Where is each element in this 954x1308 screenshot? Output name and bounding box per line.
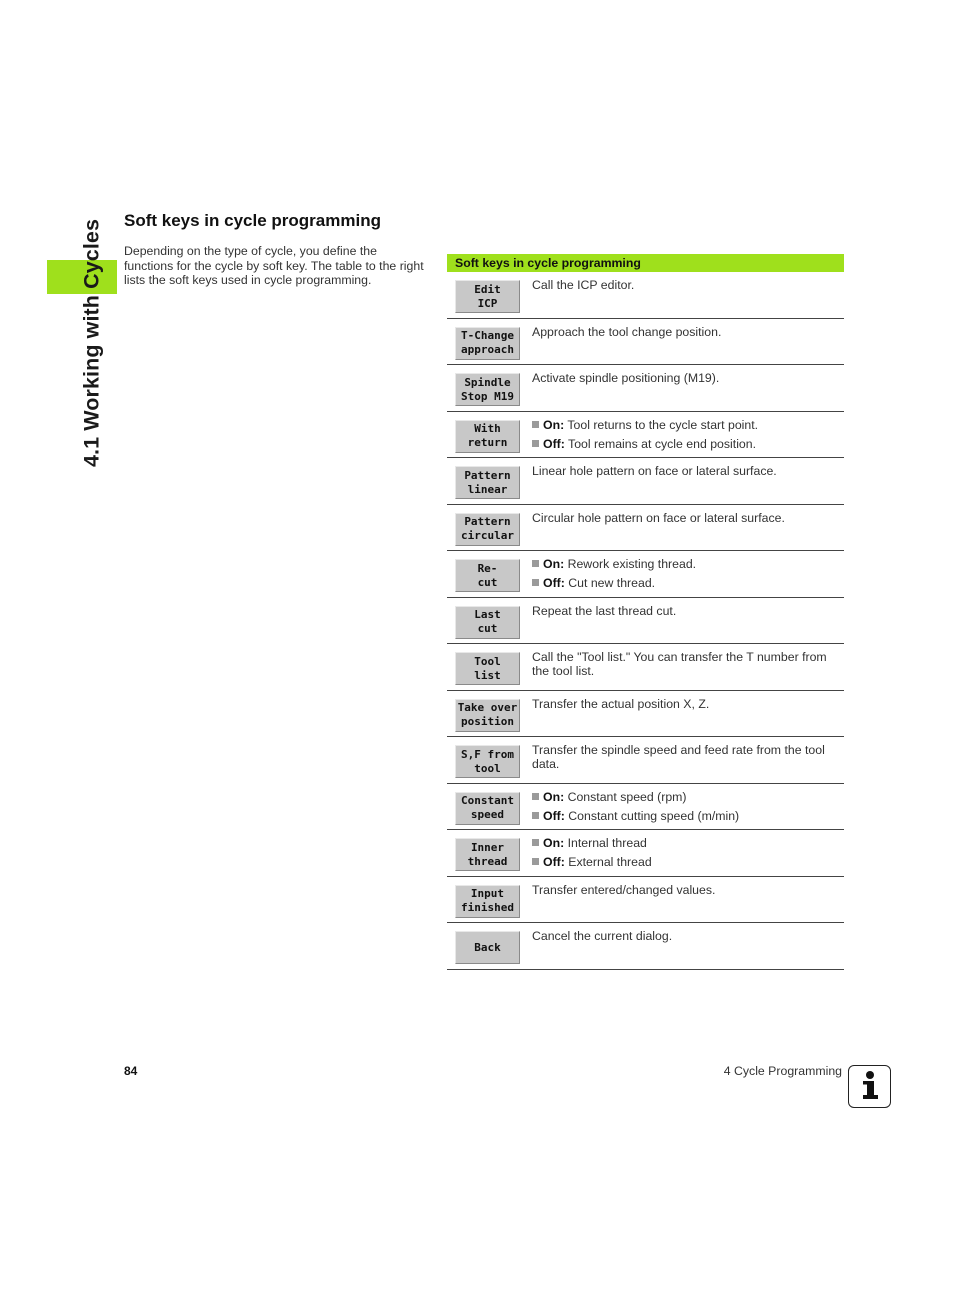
table-row bbox=[447, 691, 844, 738]
option-off bbox=[532, 855, 840, 869]
option-on bbox=[532, 836, 840, 850]
table-row bbox=[447, 319, 844, 366]
softkey-description: Transfer the actual position X, Z. bbox=[532, 696, 710, 711]
option-text: Constant cutting speed (m/min) bbox=[564, 808, 740, 823]
option-label: Off: bbox=[543, 436, 565, 451]
option-on bbox=[532, 557, 840, 571]
table-row bbox=[447, 644, 844, 691]
softkey-description: Repeat the last thread cut. bbox=[532, 603, 677, 618]
softkey-button[interactable]: Pattern circular bbox=[455, 513, 520, 546]
option-text: External thread bbox=[564, 855, 652, 869]
footer-chapter-title: 4 Cycle Programming bbox=[723, 1064, 842, 1078]
softkey-description: Transfer the spindle speed and feed rate from the tool data. bbox=[532, 743, 825, 771]
table-body bbox=[447, 272, 844, 970]
table-row bbox=[447, 458, 844, 505]
section-heading: Soft keys in cycle programming bbox=[124, 211, 381, 230]
softkey-description bbox=[532, 790, 840, 828]
softkey-button[interactable]: Inner thread bbox=[455, 838, 520, 871]
table-row bbox=[447, 830, 844, 877]
softkey-button[interactable]: Spindle Stop M19 bbox=[455, 373, 520, 406]
softkey-button[interactable]: Back bbox=[455, 931, 520, 964]
option-text: Tool returns to the cycle start point. bbox=[564, 417, 759, 432]
option-label: Off: bbox=[543, 855, 565, 869]
square-bullet-icon bbox=[532, 579, 539, 586]
softkey-button[interactable]: With return bbox=[455, 420, 520, 453]
option-on bbox=[532, 790, 840, 804]
square-bullet-icon bbox=[532, 858, 539, 865]
option-off bbox=[532, 809, 840, 823]
table-row bbox=[447, 412, 844, 459]
square-bullet-icon bbox=[532, 421, 539, 428]
option-text: Tool remains at cycle end position. bbox=[564, 436, 757, 451]
softkey-button[interactable]: Edit ICP bbox=[455, 280, 520, 313]
softkey-description: Linear hole pattern on face or lateral surface. bbox=[532, 464, 777, 478]
option-label: Off: bbox=[543, 576, 565, 590]
table-row bbox=[447, 923, 844, 970]
square-bullet-icon bbox=[532, 560, 539, 567]
table-row bbox=[447, 598, 844, 645]
square-bullet-icon bbox=[532, 440, 539, 447]
page-number: 84 bbox=[124, 1064, 138, 1078]
softkey-button[interactable]: Last cut bbox=[455, 606, 520, 639]
option-text: Cut new thread. bbox=[564, 576, 656, 590]
softkey-description bbox=[532, 836, 840, 874]
option-text: Internal thread bbox=[564, 836, 647, 850]
softkey-table bbox=[447, 254, 844, 970]
square-bullet-icon bbox=[532, 812, 539, 819]
softkey-description: Activate spindle positioning (M19). bbox=[532, 371, 720, 385]
softkey-button[interactable]: Pattern linear bbox=[455, 466, 520, 499]
softkey-button[interactable]: T-Change approach bbox=[455, 327, 520, 360]
table-row bbox=[447, 365, 844, 412]
table-row bbox=[447, 505, 844, 552]
softkey-description bbox=[532, 557, 840, 595]
square-bullet-icon bbox=[532, 793, 539, 800]
softkey-description: Call the ICP editor. bbox=[532, 278, 635, 292]
softkey-button[interactable]: Tool list bbox=[455, 652, 520, 685]
softkey-button[interactable]: Input finished bbox=[455, 885, 520, 918]
table-row bbox=[447, 784, 844, 831]
intro-paragraph: Depending on the type of cycle, you define the functions for the cycle by soft key. The table to the right lists the soft keys used in cycle programming. bbox=[124, 244, 424, 287]
option-off bbox=[532, 576, 840, 590]
side-chapter-label: 4.1 Working with Cycles bbox=[79, 218, 104, 468]
option-label: On: bbox=[543, 789, 565, 804]
square-bullet-icon bbox=[532, 839, 539, 846]
softkey-description: Transfer entered/changed values. bbox=[532, 882, 716, 897]
softkey-button[interactable]: S,F from tool bbox=[455, 745, 520, 778]
table-header: Soft keys in cycle programming bbox=[447, 254, 844, 272]
option-text: Rework existing thread. bbox=[564, 557, 697, 571]
softkey-description: Circular hole pattern on face or lateral surface. bbox=[532, 510, 785, 525]
table-row bbox=[447, 737, 844, 784]
option-label: On: bbox=[543, 557, 565, 571]
option-off bbox=[532, 437, 840, 451]
softkey-button[interactable]: Constant speed bbox=[455, 792, 520, 825]
option-text: Constant speed (rpm) bbox=[564, 789, 687, 804]
option-on bbox=[532, 418, 840, 432]
softkey-description: Approach the tool change position. bbox=[532, 324, 722, 339]
option-label: On: bbox=[543, 836, 565, 850]
info-icon bbox=[848, 1065, 891, 1108]
softkey-description bbox=[532, 418, 840, 456]
softkey-button[interactable]: Re- cut bbox=[455, 559, 520, 592]
table-row bbox=[447, 551, 844, 598]
table-row bbox=[447, 877, 844, 924]
softkey-description: Cancel the current dialog. bbox=[532, 929, 673, 943]
option-label: Off: bbox=[543, 808, 565, 823]
option-label: On: bbox=[543, 417, 565, 432]
info-icon-glyph bbox=[849, 1066, 889, 1106]
softkey-button[interactable]: Take over position bbox=[455, 699, 520, 732]
table-row bbox=[447, 272, 844, 319]
softkey-description: Call the "Tool list." You can transfer the T number from the tool list. bbox=[532, 650, 827, 678]
